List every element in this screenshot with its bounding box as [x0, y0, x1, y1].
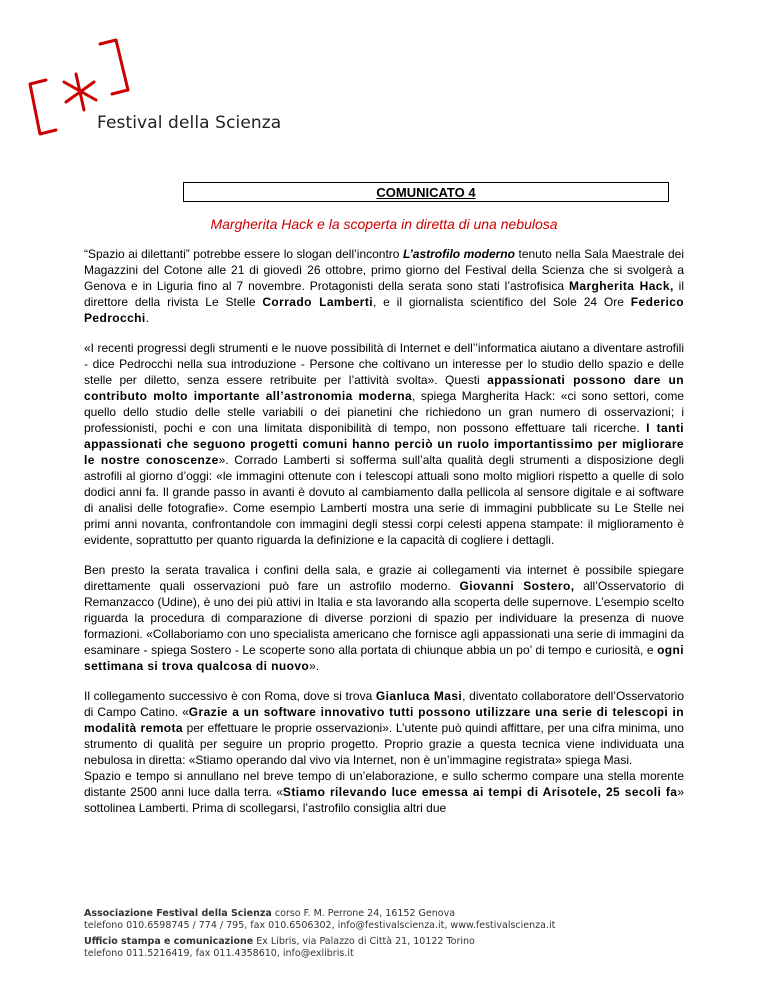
text: Ben presto la serata travalica i confini della sala, e grazie ai collegamenti via internet è possibile spiegare direttamente quali osservazioni può fare un astrofilo moderno.	[84, 563, 684, 593]
press-office-contacts: telefono 011.5216419, fax 011.4358610, info@exlibris.it	[84, 948, 354, 959]
paragraph-2	[84, 340, 684, 548]
text: tenuto nella Sala Maestrale dei Magazzini del Cotone alle 21 di giovedì 26 ottobre, primo giorno del Festival della Scienza che si svolgerà a Genova e in Liguria fino al 7 novembre. Protagonisti della serata sono stati l’astrofisica	[84, 247, 684, 293]
highlight: Gianluca Masi	[375, 689, 463, 703]
communique-title: COMUNICATO 4	[376, 185, 476, 200]
paragraph-4	[84, 688, 684, 768]
text: “Spazio ai dilettanti” potrebbe essere lo slogan dell’incontro	[84, 247, 403, 261]
festival-name: Festival della Scienza	[97, 113, 282, 133]
event-title: L’astrofilo moderno	[403, 247, 515, 261]
text: «I recenti progressi degli strumenti e le nuove possibilità di Internet e dell’’informatica aiutano a diventare astrofili - dice Pedrocchi nella sua introduzione - Persone che coltivano un interesse per lo studio dello spazio e delle stelle per diletto, senza essere retribuite per l’attività svolta». Questi	[84, 341, 684, 387]
press-office-address: Ex Libris, via Palazzo di Città 21, 10122 Torino	[253, 936, 475, 947]
association-name: Associazione Festival della Scienza	[84, 908, 272, 919]
article-subtitle: Margherita Hack e la scoperta in diretta di una nebulosa	[210, 216, 558, 232]
paragraph-5	[84, 768, 684, 816]
text: ».	[309, 659, 320, 673]
text: il direttore della rivista Le Stelle	[84, 279, 684, 309]
highlight: Grazie a un software innovativo tutti possono utilizzare una serie di telescopi in modalità remota	[84, 705, 684, 735]
footer-association	[84, 908, 684, 932]
highlight: Federico Pedrocchi	[84, 295, 684, 325]
press-office-name: Ufficio stampa e comunicazione	[84, 936, 254, 947]
footer-press-office	[84, 936, 684, 960]
text: Il collegamento successivo è con Roma, dove si trova	[84, 689, 376, 703]
highlight: appassionati possono dare un contributo molto importante all’astronomia moderna	[84, 373, 684, 403]
association-contacts: telefono 010.6598745 / 774 / 795, fax 010.6506302, info@festivalscienza.it, www.festivalscienza.it	[84, 920, 556, 931]
text: , spiega Margherita Hack: «ci sono settori, come quello dello studio delle stelle variabili o dei pianetini che richiedono un gran numero di osservazioni; i professionisti, pochi e con una limitata disponibilità di tempo, non possono effettuare tali ricerche.	[84, 389, 684, 435]
highlight: Corrado Lamberti	[262, 295, 373, 309]
text: , diventato collaboratore dell’Osservatorio di Campo Catino. «	[84, 689, 684, 719]
highlight: Margherita Hack,	[568, 279, 674, 293]
highlight: Giovanni Sostero,	[459, 579, 575, 593]
page-footer	[84, 908, 684, 964]
text: per effettuare le proprie osservazioni». L’utente può quindi affittare, per una cifra minima, uno strumento di qualità per seguire un proprio progetto. Proprio grazie a questa tecnica viene individuata una nebulosa in diretta: «Stiamo operando dal vivo via Internet, non è un’immagine registrata» spiega Masi.	[84, 721, 684, 767]
text: .	[145, 311, 149, 325]
paragraph-3	[84, 562, 684, 674]
text: all’Osservatorio di Remanzacco (Udine), è uno dei più attivi in Italia e sta lavorando alla scoperta delle supernove. L’esempio scelto riguarda la procedura di comparazione di diverse porzioni di spazio per individuare la presenza di nuove formazioni. «Collaboriamo con uno specialista americano che fornisce agli appassionati una serie di immagini da esaminare - spiega Sostero - Le scoperte sono alla portata di chiunque abbia un po’ di tempo e curiosità, e	[84, 579, 684, 657]
text: , e il giornalista scientifico del Sole 24 Ore	[372, 295, 631, 309]
highlight: ogni settimana si trova qualcosa di nuovo	[84, 643, 684, 673]
text: Spazio e tempo si annullano nel breve tempo di un’elaborazione, e sullo schermo compare una stella morente distante 2500 anni luce dalla terra. «	[84, 769, 684, 799]
paragraph-1	[84, 246, 684, 326]
text: ». Corrado Lamberti si sofferma sull’alta qualità degli strumenti a disposizione degli astrofili al giorno d’oggi: «le immagini ottenute con i telescopi attuali sono molto migliori rispetto a quelle di solo dodici anni fa. Il grande passo in avanti è dovuto al cambiamento dalla pellicola al sensore digitale e ai software di analisi delle fotografie». Come esempio Lamberti mostra una serie di immagini pubblicate su Le Stelle nei primi anni novanta, confrontandole con immagini degli stessi corpi celesti appena stampate: il miglioramento è evidente, soprattutto per quanto riguarda la definizione e la capacità di cogliere i dettagli.	[84, 453, 684, 547]
article-body	[84, 246, 684, 830]
association-address: corso F. M. Perrone 24, 16152 Genova	[271, 908, 456, 919]
highlight: I tanti appassionati che seguono progetti comuni hanno perciò un ruolo importantissimo per migliorare le nostre conoscenze	[84, 421, 684, 467]
text: » sottolinea Lamberti. Prima di scollegarsi, l’astrofilo consiglia altri due	[84, 785, 684, 815]
communique-header	[183, 182, 669, 202]
highlight: Stiamo rilevando luce emessa ai tempi di Arisotele, 25 secoli fa	[282, 785, 678, 799]
